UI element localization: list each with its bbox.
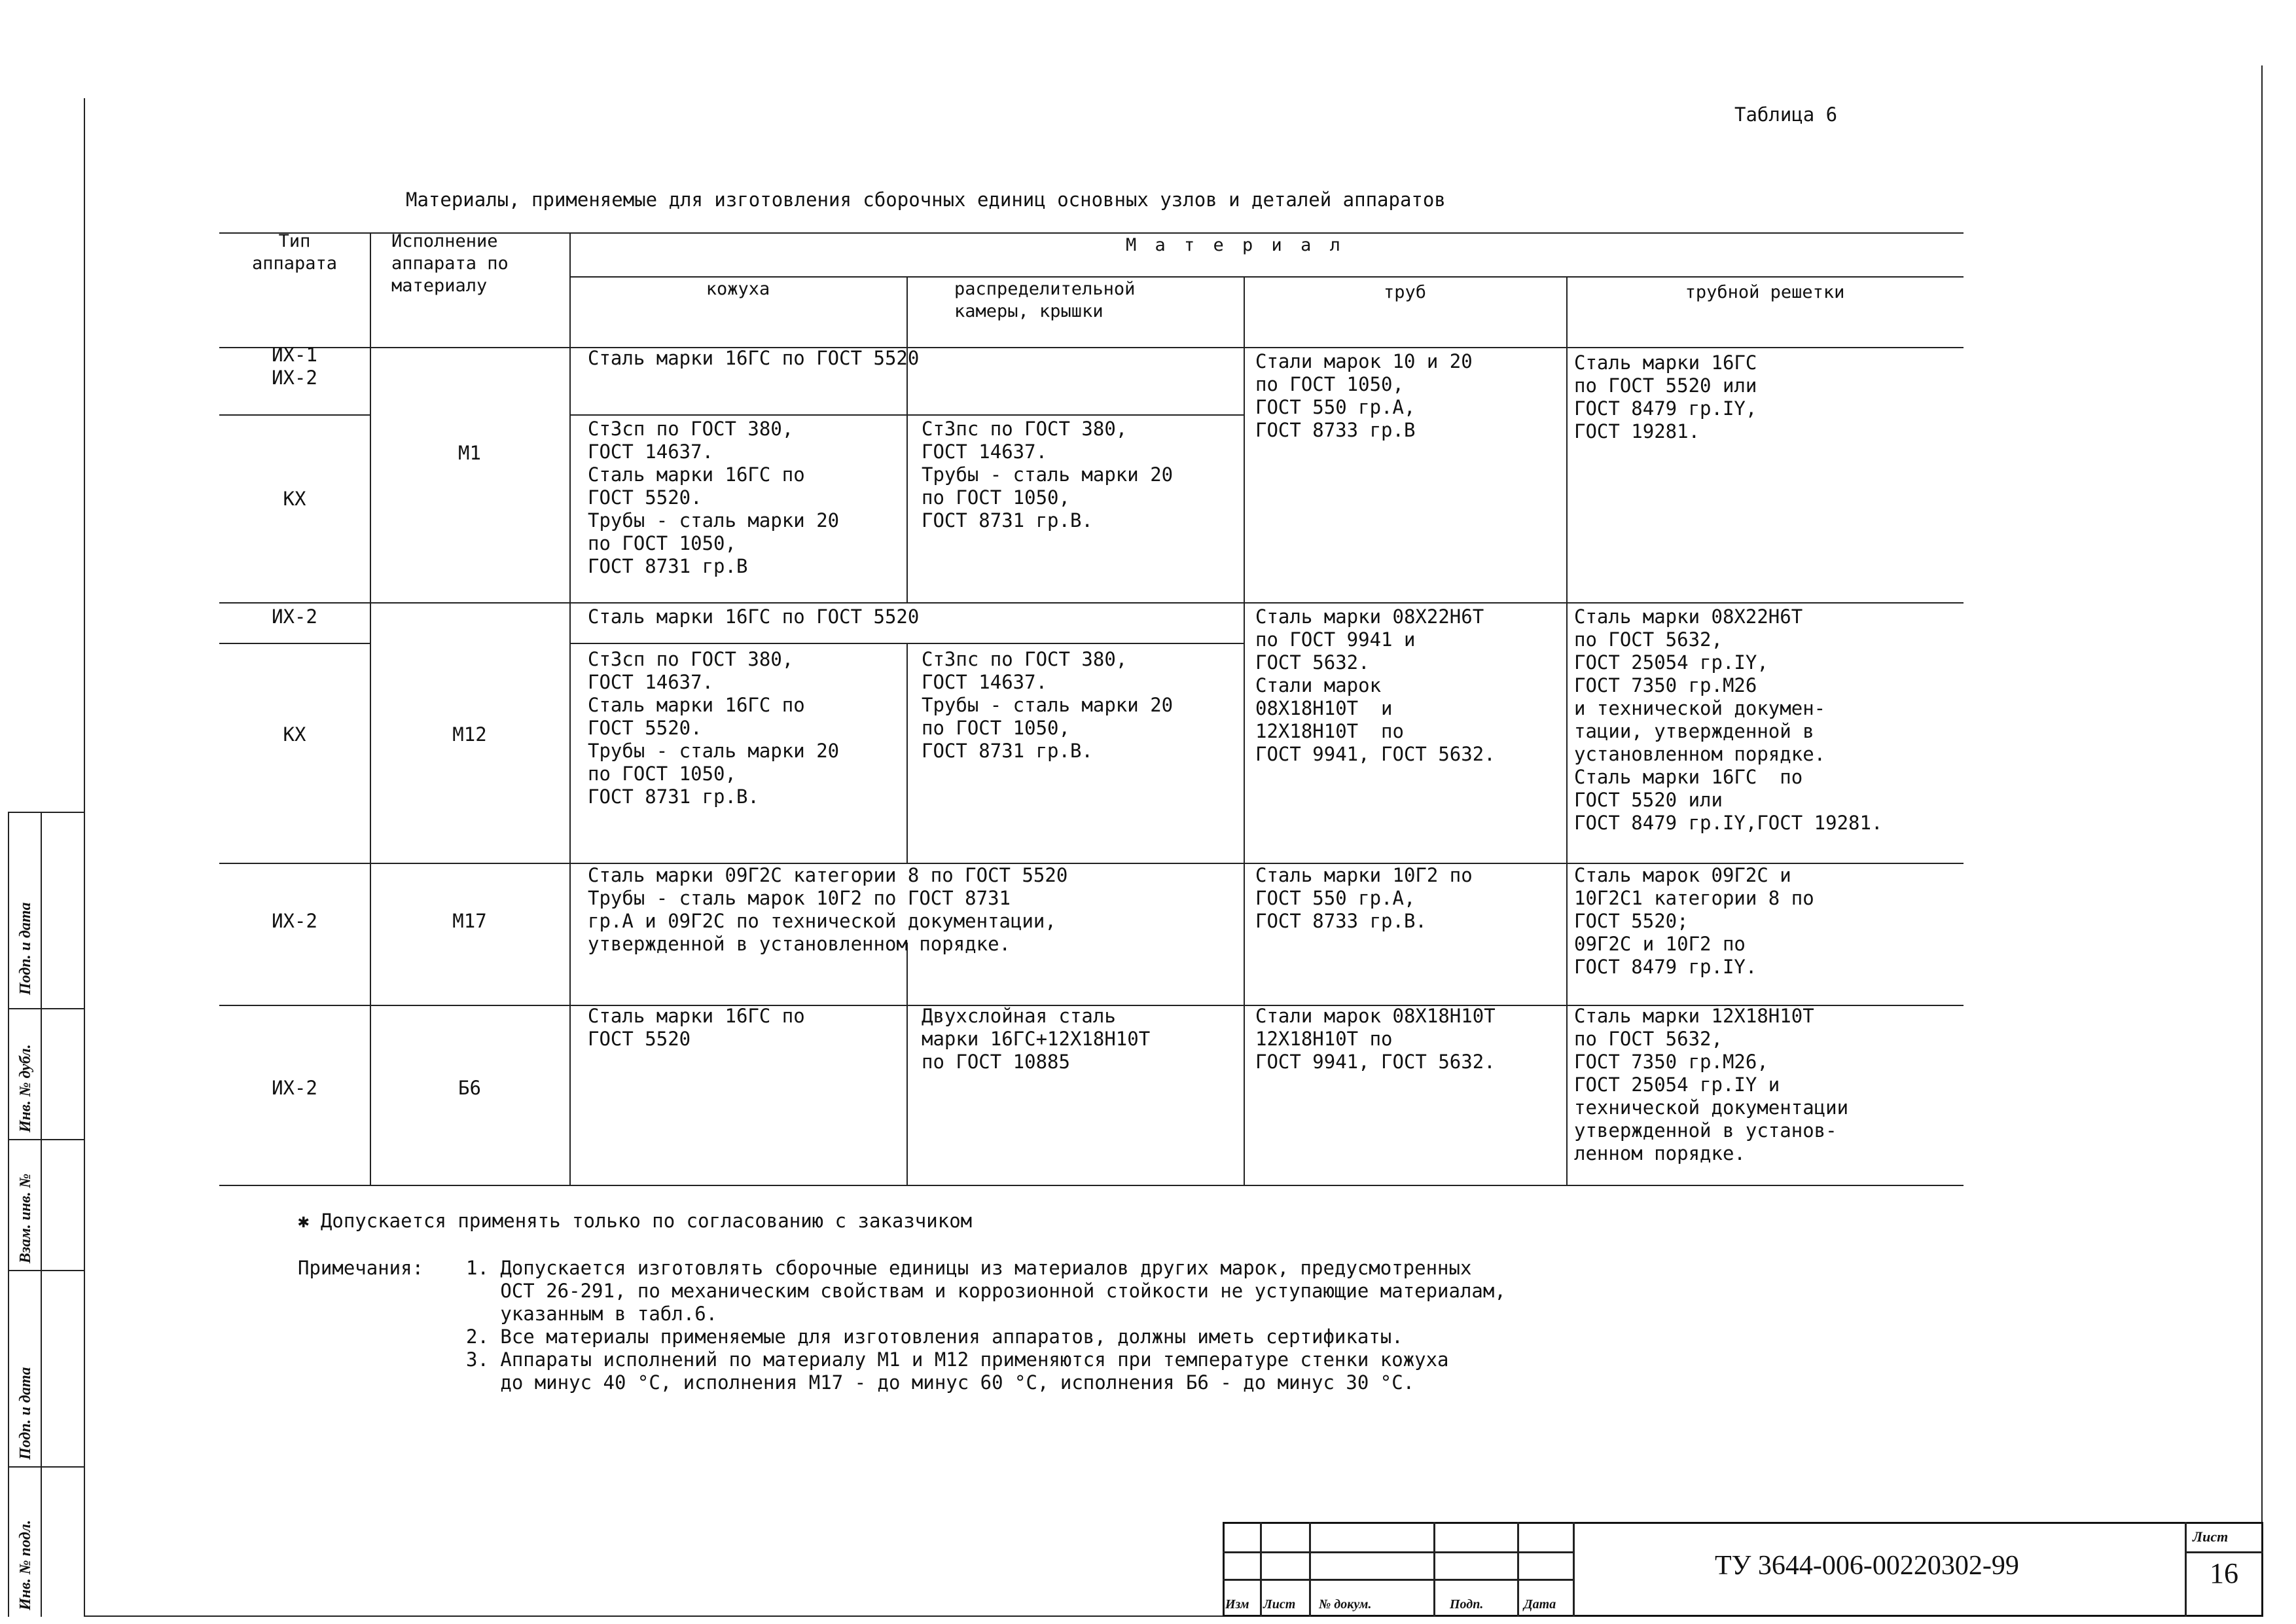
col-line-type <box>370 232 371 1185</box>
col-line-kozhuh <box>906 276 908 416</box>
side-label-5: Подп. и дата <box>17 902 34 995</box>
stamp-row-line-2 <box>1223 1579 1573 1581</box>
row2-reshetka: Сталь марки 08Х22Н6Т по ГОСТ 5632, ГОСТ 25054 гр.IY, ГОСТ 7350 гр.М26 и технической докумен- тации, утвержденной в установленном порядке. Сталь марки 16ГС по ГОСТ 5520 или ГОСТ 8479 гр.IY,ГОСТ 19281. <box>1574 605 1883 834</box>
header-kozhuh: кожуха <box>706 279 770 299</box>
col-line-kozhuh-r2 <box>906 643 908 863</box>
row4-kamera: Двухслойная сталь марки 16ГС+12Х18Н10Т по ГОСТ 10885 <box>922 1005 1151 1073</box>
col-line-kozhuh-r1 <box>906 414 908 602</box>
stamp-col-4 <box>1517 1522 1519 1617</box>
note-3: 3. Аппараты исполнений по материалу М1 и М12 применяются при температуре стенки кожуха до минус 40 °С, исполнения М17 - до минус 60 °С, исполнения Б6 - до минус 30 °С. <box>466 1348 1449 1394</box>
header-trub: труб <box>1383 282 1427 302</box>
stamp-col-5 <box>1573 1522 1575 1617</box>
header-bottom-line <box>219 347 1964 348</box>
table-label: Таблица 6 <box>1734 103 1838 126</box>
side-label-3: Взам. инв. № <box>17 1173 34 1263</box>
side-strip-left <box>8 812 9 1617</box>
row1-trub: Стали марок 10 и 20 по ГОСТ 1050, ГОСТ 550 гр.А, ГОСТ 8733 гр.В <box>1255 350 1473 441</box>
side-strip-div2 <box>8 1139 84 1140</box>
stamp-col-izm: Изм <box>1225 1597 1249 1612</box>
side-strip-div1 <box>8 1008 84 1009</box>
row2-kamera-kh: Ст3пс по ГОСТ 380, ГОСТ 14637. Трубы - сталь марки 20 по ГОСТ 1050, ГОСТ 8731 гр.В. <box>922 648 1174 762</box>
header-material: М а т е р и а л <box>1126 235 1344 255</box>
row2-exec: М12 <box>452 723 487 746</box>
row2-kozhuh-kh: Ст3сп по ГОСТ 380, ГОСТ 14637. Сталь марки 16ГС по ГОСТ 5520. Трубы - сталь марки 20 по ГОСТ 1050, ГОСТ 8731 гр.В. <box>588 648 840 808</box>
stamp-col-1 <box>1260 1522 1262 1617</box>
header-reshetka: трубной решетки <box>1685 282 1845 302</box>
row1-type-kh: КХ <box>283 488 306 510</box>
stamp-col-2 <box>1309 1522 1311 1617</box>
side-label-2: Подп. и дата <box>17 1367 34 1460</box>
row2-type-ih: ИХ-2 <box>272 605 317 628</box>
row1-kozhuh-ih: Сталь марки 16ГС по ГОСТ 5520 <box>588 347 920 369</box>
row2-trub: Сталь марки 08Х22Н6Т по ГОСТ 9941 и ГОСТ 5632. Стали марок 08Х18Н10Т и 12Х18Н10Т по ГОСТ 9941, ГОСТ 5632. <box>1255 605 1496 765</box>
row4-trub: Стали марок 08Х18Н10Т 12Х18Н10Т по ГОСТ 9941, ГОСТ 5632. <box>1255 1005 1496 1073</box>
material-subheader-line <box>569 276 1964 278</box>
side-strip-mid <box>41 812 42 1617</box>
note-1: 1. Допускается изготовлять сборочные единицы из материалов других марок, предусмотренных ОСТ 26-291, по механическим свойствам и коррозионной стойкости не уступающие материалам, указанным в табл.6. <box>466 1257 1506 1325</box>
side-strip-div4 <box>8 1466 84 1468</box>
header-exec: Исполнение аппарата по материалу <box>391 231 509 296</box>
row4-reshetka: Сталь марки 12Х18Н10Т по ГОСТ 5632, ГОСТ 7350 гр.М26, ГОСТ 25054 гр.IY и технической документации утвержденной в установ- ленном порядке. <box>1574 1005 1849 1164</box>
side-strip-top <box>8 812 84 813</box>
frame-right-line <box>2261 65 2263 1617</box>
row2-split-line <box>219 643 370 644</box>
note-2: 2. Все материалы применяемые для изготовления аппаратов, должны иметь сертификаты. <box>466 1326 1403 1348</box>
row3-reshetka: Сталь марок 09Г2С и 10Г2С1 категории 8 по ГОСТ 5520; 09Г2С и 10Г2 по ГОСТ 8479 гр.IY. <box>1574 864 1814 978</box>
row4-kozhuh: Сталь марки 16ГС по ГОСТ 5520 <box>588 1005 805 1050</box>
row2-kozhuh-ih: Сталь марки 16ГС по ГОСТ 5520 <box>588 605 920 628</box>
side-label-4: Инв. № дубл. <box>17 1044 34 1132</box>
stamp-col-doc: № докум. <box>1319 1597 1372 1612</box>
row4-type: ИХ-2 <box>272 1077 317 1099</box>
row1-split-line <box>219 414 370 416</box>
stamp-col-data: Дата <box>1524 1597 1556 1612</box>
stamp-col-3 <box>1433 1522 1435 1617</box>
row3-kozhuh-full: Сталь марки 09Г2С категории 8 по ГОСТ 5520 Трубы - сталь марок 10Г2 по ГОСТ 8731 гр.А и 09Г2С по технической документации, утвержденной в установленном порядке. <box>588 864 1068 955</box>
side-label-1: Инв. № подл. <box>17 1520 34 1610</box>
row1-kamera-kh: Ст3пс по ГОСТ 380, ГОСТ 14637. Трубы - сталь марки 20 по ГОСТ 1050, ГОСТ 8731 гр.В. <box>922 418 1174 532</box>
stamp-doc-code: ТУ 3644-006-00220302-99 <box>1715 1551 2019 1581</box>
side-strip-div3 <box>8 1270 84 1271</box>
row1-exec: М1 <box>458 442 481 464</box>
stamp-sheet-label: Лист <box>2193 1528 2229 1545</box>
stamp-col-podp: Подп. <box>1450 1597 1484 1612</box>
row1-reshetka: Сталь марки 16ГС по ГОСТ 5520 или ГОСТ 8479 гр.IY, ГОСТ 19281. <box>1574 352 1757 442</box>
row2-type-kh: КХ <box>283 723 306 746</box>
header-kamera: распределительной камеры, крышки <box>954 279 1136 321</box>
col-line-trub <box>1566 276 1568 1185</box>
col-line-kamera <box>1244 276 1245 1185</box>
header-type: Тип аппарата <box>251 231 338 274</box>
stamp-sheet-line <box>2185 1551 2263 1553</box>
row3-exec: М17 <box>452 910 487 932</box>
stamp-row-line-1 <box>1223 1551 1573 1553</box>
stamp-sheet-number: 16 <box>2210 1557 2238 1589</box>
table-caption: Материалы, применяемые для изготовления сборочных единиц основных узлов и деталей аппаратов <box>406 189 1446 211</box>
footnote: ✱ Допускается применять только по согласованию с заказчиком <box>298 1210 973 1232</box>
stamp-col-list: Лист <box>1263 1597 1296 1612</box>
row3-type: ИХ-2 <box>272 910 317 932</box>
row1-type-ih: ИХ-1 ИХ-2 <box>272 344 317 389</box>
col-line-exec <box>569 232 571 1185</box>
row3-trub: Сталь марки 10Г2 по ГОСТ 550 гр.А, ГОСТ 8733 гр.В. <box>1255 864 1473 932</box>
row1-bottom-line <box>219 602 1964 604</box>
frame-left-line <box>84 98 85 1617</box>
notes-label: Примечания: <box>298 1257 424 1279</box>
row4-exec: Б6 <box>458 1077 481 1099</box>
row4-bottom-line <box>219 1185 1964 1186</box>
col-line-kozhuh-r4 <box>906 1005 908 1185</box>
row1-kozhuh-kh: Ст3сп по ГОСТ 380, ГОСТ 14637. Сталь марки 16ГС по ГОСТ 5520. Трубы - сталь марки 20 по ГОСТ 1050, ГОСТ 8731 гр.В <box>588 418 840 577</box>
